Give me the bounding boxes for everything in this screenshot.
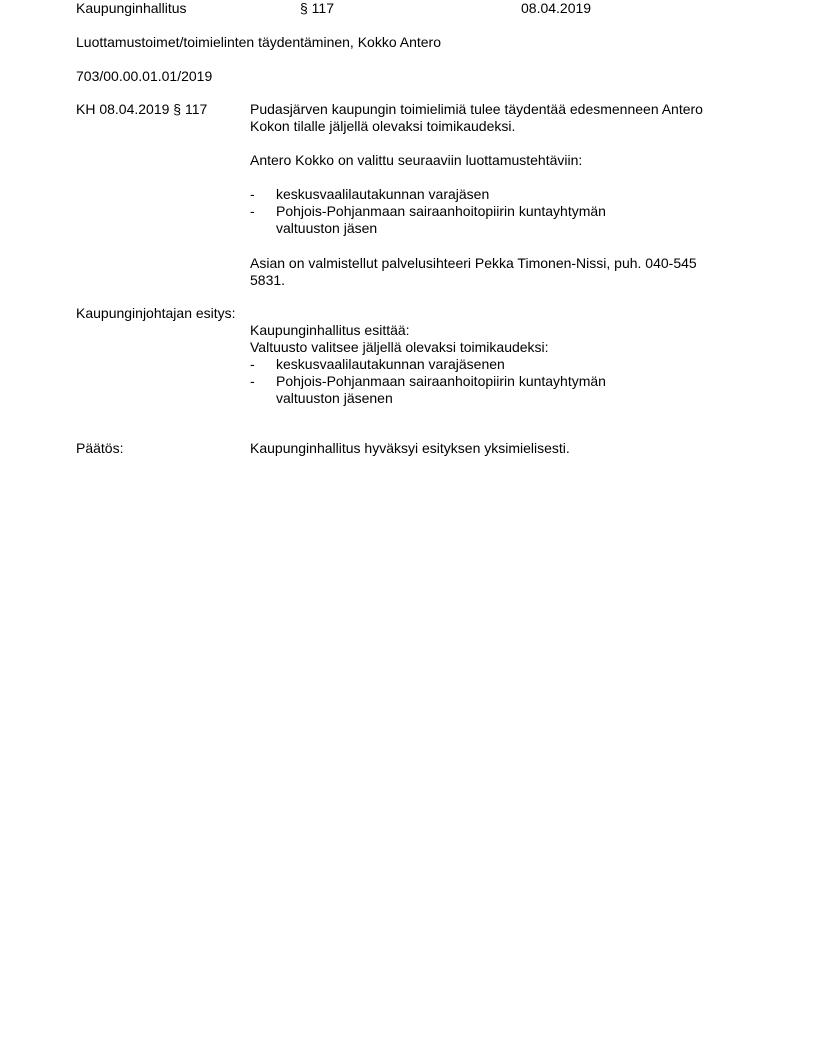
preparation-bullet-list (250, 186, 770, 237)
list-item (250, 186, 770, 203)
preparer-line1: Asian on valmistellut palvelusihteeri Pekka Timonen-Nissi, puh. 040-545 (250, 255, 697, 271)
bullet-text-continuation: valtuuston jäsen (276, 220, 378, 236)
list-item (250, 356, 770, 373)
decision-label: Päätös: (76, 440, 124, 456)
list-item-continuation (250, 220, 770, 237)
header-organ: Kaupunginhallitus (76, 0, 187, 16)
preparation-paragraph1-line2: Kokon tilalle jäljellä olevaksi toimikaudeksi. (250, 118, 516, 134)
list-item (250, 373, 770, 390)
list-item-continuation (250, 390, 770, 407)
bullet-dash: - (250, 373, 255, 389)
preparation-body (250, 101, 770, 135)
preparation-label: KH 08.04.2019 § 117 (76, 101, 208, 117)
preparer-line2: 5831. (250, 272, 286, 288)
proposal-line2: Valtuusto valitsee jäljellä olevaksi toimikaudeksi: (250, 339, 549, 355)
header-date: 08.04.2019 (521, 0, 592, 16)
bullet-dash: - (250, 186, 255, 202)
header-section-number: § 117 (300, 0, 334, 16)
bullet-text: Pohjois-Pohjanmaan sairaanhoitopiirin kuntayhtymän (276, 203, 606, 219)
bullet-text: Pohjois-Pohjanmaan sairaanhoitopiirin kuntayhtymän (276, 373, 606, 389)
document-title: Luottamustoimet/toimielinten täydentäminen, Kokko Antero (76, 34, 441, 50)
bullet-text: keskusvaalilautakunnan varajäsen (276, 186, 490, 202)
list-item (250, 203, 770, 220)
preparation-paragraph1-line1: Pudasjärven kaupungin toimielimiä tulee täydentää edesmenneen Antero (250, 101, 703, 117)
decision-text: Kaupunginhallitus hyväksyi esityksen yksimielisesti. (250, 440, 570, 456)
proposal-label: Kaupunginjohtajan esitys: (76, 305, 236, 321)
preparation-paragraph2: Antero Kokko on valittu seuraaviin luottamustehtäviin: (250, 152, 583, 168)
bullet-text: keskusvaalilautakunnan varajäsenen (276, 356, 505, 372)
proposal-body (250, 322, 770, 407)
record-number: 703/00.00.01.01/2019 (76, 68, 213, 84)
bullet-dash: - (250, 203, 255, 219)
preparer-note (250, 255, 770, 289)
bullet-dash: - (250, 356, 255, 372)
bullet-text-continuation: valtuuston jäsenen (276, 390, 393, 406)
proposal-line1: Kaupunginhallitus esittää: (250, 322, 410, 338)
